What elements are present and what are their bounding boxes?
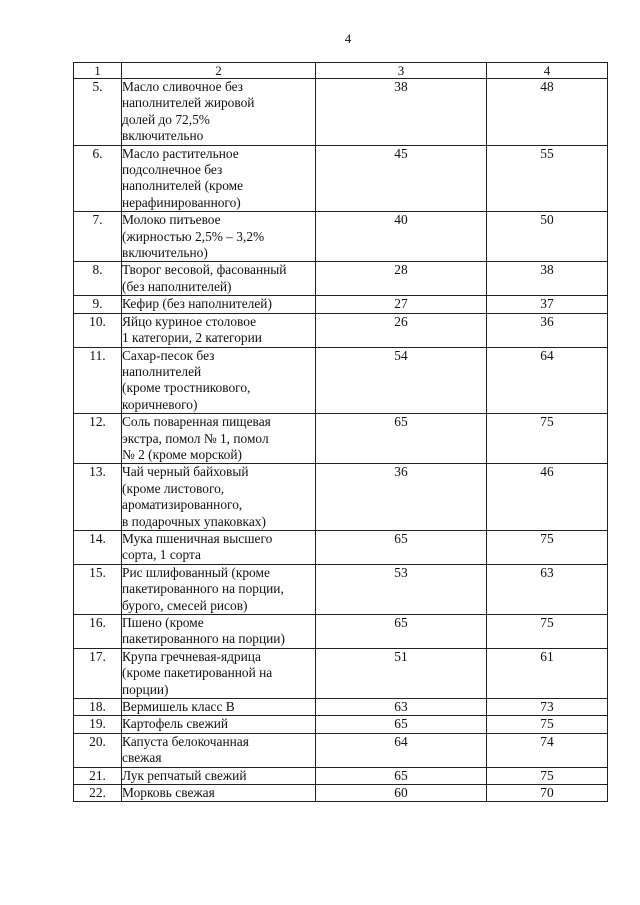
table-row bbox=[74, 716, 608, 733]
product-name bbox=[122, 648, 316, 698]
product-name bbox=[122, 733, 316, 767]
product-name-line: свежая bbox=[122, 750, 162, 766]
product-name bbox=[122, 699, 316, 716]
value-col-3: 63 bbox=[316, 699, 487, 716]
value-col-3: 60 bbox=[316, 785, 487, 802]
value-col-3: 28 bbox=[316, 262, 487, 296]
value-col-3: 36 bbox=[316, 464, 487, 531]
product-name-line: Мука пшеничная высшего bbox=[122, 530, 273, 546]
product-name-line: № 2 (кроме морской) bbox=[122, 446, 242, 462]
value-col-4: 48 bbox=[487, 79, 608, 146]
row-number: 22. bbox=[74, 785, 122, 802]
row-number: 15. bbox=[74, 564, 122, 614]
product-name bbox=[122, 767, 316, 784]
product-name-line: Рис шлифованный (кроме bbox=[122, 564, 270, 580]
value-col-4: 46 bbox=[487, 464, 608, 531]
value-col-4: 75 bbox=[487, 615, 608, 649]
product-name-line: долей до 72,5% bbox=[122, 111, 210, 127]
value-col-4: 37 bbox=[487, 296, 608, 313]
row-number: 7. bbox=[74, 212, 122, 262]
product-name-line: подсолнечное без bbox=[122, 162, 223, 178]
product-name-line: Соль поваренная пищевая bbox=[122, 414, 271, 430]
value-col-4: 75 bbox=[487, 767, 608, 784]
table-row bbox=[74, 347, 608, 414]
row-number: 16. bbox=[74, 615, 122, 649]
product-name bbox=[122, 785, 316, 802]
value-col-4: 50 bbox=[487, 212, 608, 262]
product-name-line: пакетированного на порции, bbox=[122, 581, 284, 597]
product-name bbox=[122, 615, 316, 649]
value-col-3: 45 bbox=[316, 145, 487, 212]
row-number: 17. bbox=[74, 648, 122, 698]
product-name-line: Лук репчатый свежий bbox=[122, 767, 247, 783]
product-name bbox=[122, 296, 316, 313]
value-col-4: 38 bbox=[487, 262, 608, 296]
row-number: 20. bbox=[74, 733, 122, 767]
product-name-line: наполнителей bbox=[122, 363, 202, 379]
value-col-4: 70 bbox=[487, 785, 608, 802]
header-col-4: 4 bbox=[487, 63, 608, 79]
product-name-line: наполнителей жировой bbox=[122, 95, 255, 111]
product-name-line: наполнителей (кроме bbox=[122, 178, 244, 194]
product-name bbox=[122, 145, 316, 212]
value-col-4: 55 bbox=[487, 145, 608, 212]
table-row bbox=[74, 699, 608, 716]
product-name bbox=[122, 79, 316, 146]
product-name bbox=[122, 262, 316, 296]
value-col-3: 65 bbox=[316, 414, 487, 464]
product-name-line: Кефир (без наполнителей) bbox=[122, 296, 272, 312]
page-number: 4 bbox=[344, 31, 352, 46]
table-row bbox=[74, 414, 608, 464]
product-name-line: в подарочных упаковках) bbox=[122, 513, 266, 529]
product-name-line: (кроме пакетированной на bbox=[122, 665, 273, 681]
product-name-line: (жирностью 2,5% – 3,2% bbox=[122, 228, 265, 244]
value-col-3: 65 bbox=[316, 615, 487, 649]
product-name bbox=[122, 564, 316, 614]
value-col-4: 73 bbox=[487, 699, 608, 716]
value-col-3: 65 bbox=[316, 716, 487, 733]
value-col-4: 75 bbox=[487, 716, 608, 733]
value-col-4: 36 bbox=[487, 313, 608, 347]
product-name-line: коричневого) bbox=[122, 396, 198, 412]
value-col-3: 53 bbox=[316, 564, 487, 614]
table-row bbox=[74, 530, 608, 564]
product-name-line: Вермишель класс В bbox=[122, 699, 235, 715]
table-header-row bbox=[74, 63, 608, 79]
header-col-1: 1 bbox=[74, 63, 122, 79]
table-row bbox=[74, 212, 608, 262]
product-name-line: порции) bbox=[122, 681, 169, 697]
row-number: 6. bbox=[74, 145, 122, 212]
table-row bbox=[74, 79, 608, 146]
value-col-3: 54 bbox=[316, 347, 487, 414]
table-row bbox=[74, 648, 608, 698]
table-row bbox=[74, 464, 608, 531]
table-row bbox=[74, 313, 608, 347]
product-name-line: ароматизированного, bbox=[122, 497, 243, 513]
product-name bbox=[122, 414, 316, 464]
product-name-line: Капуста белокочанная bbox=[122, 733, 249, 749]
product-name bbox=[122, 464, 316, 531]
value-col-3: 38 bbox=[316, 79, 487, 146]
table-row bbox=[74, 564, 608, 614]
table-body bbox=[74, 79, 608, 802]
product-name-line: (кроме тростникового, bbox=[122, 380, 251, 396]
value-col-4: 74 bbox=[487, 733, 608, 767]
product-name-line: 1 категории, 2 категории bbox=[122, 330, 262, 346]
product-name-line: Масло сливочное без bbox=[122, 79, 243, 94]
product-name-line: (без наполнителей) bbox=[122, 278, 232, 294]
product-name-line: пакетированного на порции) bbox=[122, 631, 285, 647]
product-name-line: Морковь свежая bbox=[122, 785, 215, 801]
value-col-3: 40 bbox=[316, 212, 487, 262]
row-number: 19. bbox=[74, 716, 122, 733]
product-name-line: Сахар-песок без bbox=[122, 347, 215, 363]
row-number: 9. bbox=[74, 296, 122, 313]
value-col-3: 51 bbox=[316, 648, 487, 698]
row-number: 21. bbox=[74, 767, 122, 784]
row-number: 10. bbox=[74, 313, 122, 347]
row-number: 13. bbox=[74, 464, 122, 531]
table-row bbox=[74, 785, 608, 802]
table-row bbox=[74, 145, 608, 212]
value-col-3: 64 bbox=[316, 733, 487, 767]
product-name-line: Пшено (кроме bbox=[122, 615, 204, 630]
value-col-4: 75 bbox=[487, 414, 608, 464]
product-name-line: бурого, смесей рисов) bbox=[122, 597, 248, 613]
value-col-4: 75 bbox=[487, 530, 608, 564]
table-row bbox=[74, 733, 608, 767]
product-name-line: (кроме листового, bbox=[122, 480, 225, 496]
value-col-4: 64 bbox=[487, 347, 608, 414]
product-name-line: Яйцо куриное столовое bbox=[122, 313, 257, 329]
product-name-line: Крупа гречневая-ядрица bbox=[122, 648, 261, 664]
row-number: 5. bbox=[74, 79, 122, 146]
table-row bbox=[74, 767, 608, 784]
product-name-line: включительно bbox=[122, 128, 204, 144]
product-name-line: Творог весовой, фасованный bbox=[122, 262, 287, 278]
price-table bbox=[73, 62, 608, 802]
value-col-3: 26 bbox=[316, 313, 487, 347]
product-name bbox=[122, 347, 316, 414]
value-col-4: 63 bbox=[487, 564, 608, 614]
header-col-2: 2 bbox=[122, 63, 316, 79]
row-number: 12. bbox=[74, 414, 122, 464]
product-name-line: Чай черный байховый bbox=[122, 464, 249, 480]
row-number: 18. bbox=[74, 699, 122, 716]
value-col-3: 65 bbox=[316, 767, 487, 784]
table-row bbox=[74, 296, 608, 313]
product-name bbox=[122, 716, 316, 733]
product-name-line: Молоко питьевое bbox=[122, 212, 221, 228]
product-name bbox=[122, 212, 316, 262]
product-name-line: Картофель свежий bbox=[122, 716, 229, 732]
row-number: 8. bbox=[74, 262, 122, 296]
row-number: 11. bbox=[74, 347, 122, 414]
value-col-3: 65 bbox=[316, 530, 487, 564]
value-col-4: 61 bbox=[487, 648, 608, 698]
product-name-line: включительно) bbox=[122, 245, 208, 261]
table-row bbox=[74, 262, 608, 296]
product-name-line: сорта, 1 сорта bbox=[122, 547, 201, 563]
value-col-3: 27 bbox=[316, 296, 487, 313]
product-name-line: нерафинированного) bbox=[122, 194, 241, 210]
product-name bbox=[122, 313, 316, 347]
product-name-line: экстра, помол № 1, помол bbox=[122, 430, 269, 446]
product-name-line: Масло растительное bbox=[122, 145, 239, 161]
row-number: 14. bbox=[74, 530, 122, 564]
table-row bbox=[74, 615, 608, 649]
product-name bbox=[122, 530, 316, 564]
header-col-3: 3 bbox=[316, 63, 487, 79]
